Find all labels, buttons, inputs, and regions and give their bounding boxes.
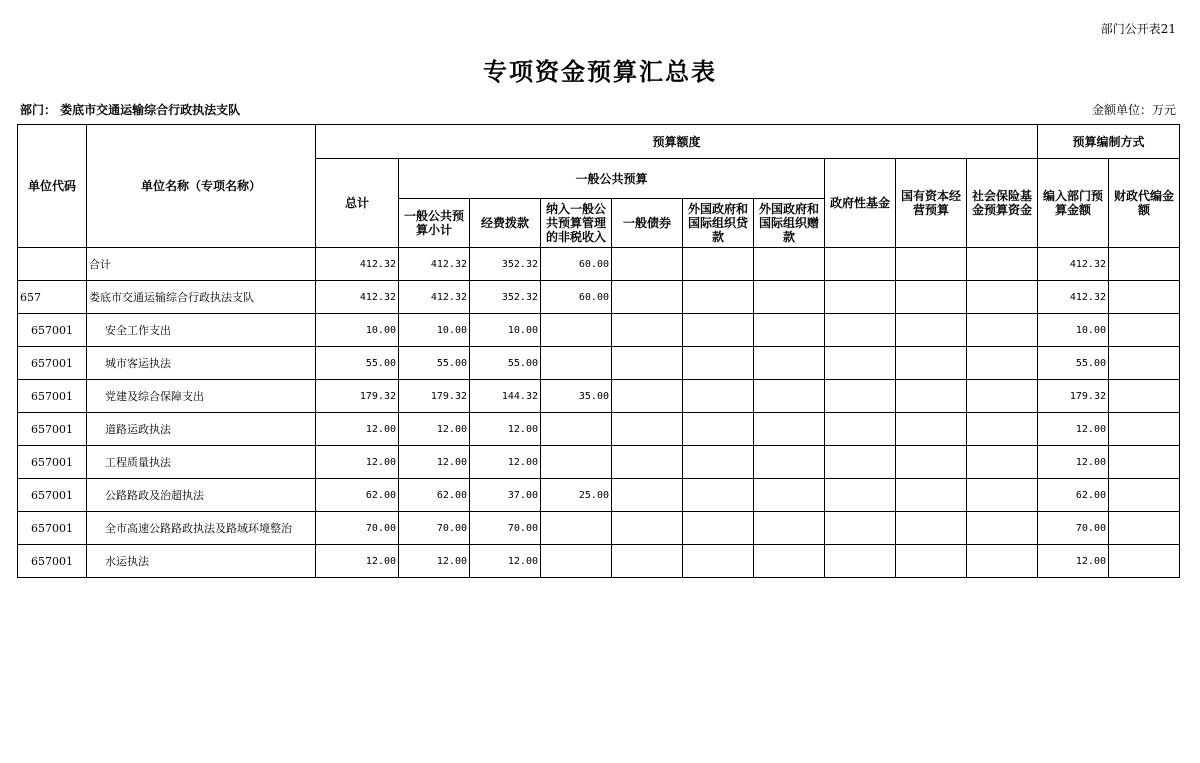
cell-name: 公路路政及治超执法 <box>87 479 316 512</box>
cell-non-tax: 60.00 <box>541 281 612 314</box>
cell-total: 12.00 <box>316 413 399 446</box>
cell-total: 55.00 <box>316 347 399 380</box>
cell-gov-fund <box>825 281 896 314</box>
cell-name: 道路运政执法 <box>87 413 316 446</box>
cell-foreign-loan <box>683 314 754 347</box>
cell-gov-fund <box>825 479 896 512</box>
cell-finance-proxy <box>1109 347 1180 380</box>
cell-general-bond <box>612 281 683 314</box>
header-state-capital: 国有资本经营预算 <box>896 159 967 248</box>
header-non-tax: 纳入一般公共预算管理的非税收入 <box>541 199 612 248</box>
cell-general-bond <box>612 413 683 446</box>
cell-gp-subtotal: 412.32 <box>399 281 470 314</box>
cell-non-tax <box>541 413 612 446</box>
cell-social-insurance <box>967 347 1038 380</box>
cell-finance-proxy <box>1109 479 1180 512</box>
cell-state-capital <box>896 545 967 578</box>
cell-state-capital <box>896 380 967 413</box>
cell-social-insurance <box>967 248 1038 281</box>
cell-finance-proxy <box>1109 248 1180 281</box>
cell-gp-subtotal: 55.00 <box>399 347 470 380</box>
table-row <box>18 446 1180 479</box>
cell-gp-subtotal: 12.00 <box>399 446 470 479</box>
cell-finance-proxy <box>1109 512 1180 545</box>
cell-gov-fund <box>825 446 896 479</box>
header-funding: 经费拨款 <box>470 199 541 248</box>
cell-foreign-loan <box>683 545 754 578</box>
cell-non-tax <box>541 314 612 347</box>
cell-code: 657001 <box>18 446 87 479</box>
cell-gp-subtotal: 10.00 <box>399 314 470 347</box>
cell-code: 657001 <box>18 413 87 446</box>
cell-general-bond <box>612 512 683 545</box>
cell-funding: 70.00 <box>470 512 541 545</box>
cell-non-tax <box>541 347 612 380</box>
cell-finance-proxy <box>1109 413 1180 446</box>
cell-gov-fund <box>825 380 896 413</box>
header-general-public-budget: 一般公共预算 <box>399 159 825 199</box>
cell-dept-budget: 55.00 <box>1038 347 1109 380</box>
cell-total: 12.00 <box>316 545 399 578</box>
cell-general-bond <box>612 545 683 578</box>
cell-name: 党建及综合保障支出 <box>87 380 316 413</box>
cell-gp-subtotal: 412.32 <box>399 248 470 281</box>
cell-gp-subtotal: 179.32 <box>399 380 470 413</box>
cell-gp-subtotal: 70.00 <box>399 512 470 545</box>
cell-foreign-grant <box>754 446 825 479</box>
cell-gov-fund <box>825 545 896 578</box>
cell-total: 70.00 <box>316 512 399 545</box>
cell-general-bond <box>612 347 683 380</box>
header-total: 总计 <box>316 159 399 248</box>
header-foreign-loan: 外国政府和国际组织贷款 <box>683 199 754 248</box>
cell-foreign-grant <box>754 248 825 281</box>
table-row <box>18 248 1180 281</box>
cell-name: 工程质量执法 <box>87 446 316 479</box>
cell-code: 657001 <box>18 545 87 578</box>
cell-total: 179.32 <box>316 380 399 413</box>
cell-funding: 12.00 <box>470 413 541 446</box>
department-label: 部门： 娄底市交通运输综合行政执法支队 <box>20 103 241 117</box>
cell-dept-budget: 12.00 <box>1038 413 1109 446</box>
cell-name: 安全工作支出 <box>87 314 316 347</box>
header-gov-fund: 政府性基金 <box>825 159 896 248</box>
cell-code: 657 <box>18 281 87 314</box>
header-general-bond: 一般债券 <box>612 199 683 248</box>
cell-non-tax <box>541 512 612 545</box>
cell-name: 合计 <box>87 248 316 281</box>
cell-state-capital <box>896 479 967 512</box>
table-row <box>18 281 1180 314</box>
cell-code: 657001 <box>18 380 87 413</box>
cell-general-bond <box>612 380 683 413</box>
cell-total: 412.32 <box>316 281 399 314</box>
cell-name: 全市高速公路路政执法及路域环境整治 <box>87 512 316 545</box>
cell-general-bond <box>612 446 683 479</box>
cell-funding: 12.00 <box>470 545 541 578</box>
form-number: 部门公开表21 <box>1100 22 1176 36</box>
cell-finance-proxy <box>1109 281 1180 314</box>
cell-foreign-loan <box>683 512 754 545</box>
cell-state-capital <box>896 512 967 545</box>
cell-foreign-grant <box>754 314 825 347</box>
cell-dept-budget: 62.00 <box>1038 479 1109 512</box>
cell-foreign-grant <box>754 281 825 314</box>
cell-dept-budget: 412.32 <box>1038 281 1109 314</box>
cell-finance-proxy <box>1109 545 1180 578</box>
cell-code: 657001 <box>18 314 87 347</box>
cell-foreign-grant <box>754 479 825 512</box>
cell-gov-fund <box>825 248 896 281</box>
cell-finance-proxy <box>1109 380 1180 413</box>
cell-social-insurance <box>967 545 1038 578</box>
header-budget-method: 预算编制方式 <box>1038 125 1180 159</box>
cell-foreign-grant <box>754 380 825 413</box>
cell-state-capital <box>896 446 967 479</box>
cell-foreign-grant <box>754 512 825 545</box>
cell-foreign-loan <box>683 446 754 479</box>
cell-dept-budget: 70.00 <box>1038 512 1109 545</box>
cell-funding: 10.00 <box>470 314 541 347</box>
cell-total: 12.00 <box>316 446 399 479</box>
cell-dept-budget: 12.00 <box>1038 446 1109 479</box>
cell-state-capital <box>896 413 967 446</box>
cell-foreign-loan <box>683 281 754 314</box>
cell-non-tax: 60.00 <box>541 248 612 281</box>
header-finance-proxy: 财政代编金额 <box>1109 159 1180 248</box>
cell-foreign-grant <box>754 545 825 578</box>
cell-non-tax: 35.00 <box>541 380 612 413</box>
table-row <box>18 380 1180 413</box>
cell-finance-proxy <box>1109 446 1180 479</box>
amount-unit-label: 金额单位：万元 <box>1091 103 1176 117</box>
cell-gp-subtotal: 12.00 <box>399 413 470 446</box>
cell-total: 412.32 <box>316 248 399 281</box>
cell-dept-budget: 412.32 <box>1038 248 1109 281</box>
cell-gp-subtotal: 62.00 <box>399 479 470 512</box>
cell-state-capital <box>896 347 967 380</box>
cell-total: 10.00 <box>316 314 399 347</box>
cell-social-insurance <box>967 281 1038 314</box>
header-budget-amount: 预算额度 <box>316 125 1038 159</box>
table-row <box>18 512 1180 545</box>
cell-gov-fund <box>825 314 896 347</box>
cell-gov-fund <box>825 413 896 446</box>
cell-foreign-loan <box>683 380 754 413</box>
cell-funding: 12.00 <box>470 446 541 479</box>
cell-finance-proxy <box>1109 314 1180 347</box>
page-title: 专项资金预算汇总表 <box>483 57 717 86</box>
header-social-insurance: 社会保险基金预算资金 <box>967 159 1038 248</box>
cell-non-tax <box>541 545 612 578</box>
cell-gp-subtotal: 12.00 <box>399 545 470 578</box>
cell-funding: 55.00 <box>470 347 541 380</box>
cell-gov-fund <box>825 347 896 380</box>
cell-general-bond <box>612 314 683 347</box>
budget-table <box>17 124 1180 578</box>
cell-name: 城市客运执法 <box>87 347 316 380</box>
cell-non-tax <box>541 446 612 479</box>
cell-funding: 144.32 <box>470 380 541 413</box>
cell-social-insurance <box>967 479 1038 512</box>
cell-foreign-loan <box>683 479 754 512</box>
header-unit-name: 单位名称（专项名称） <box>87 125 316 248</box>
cell-foreign-grant <box>754 413 825 446</box>
cell-dept-budget: 10.00 <box>1038 314 1109 347</box>
cell-foreign-grant <box>754 347 825 380</box>
cell-dept-budget: 179.32 <box>1038 380 1109 413</box>
cell-social-insurance <box>967 446 1038 479</box>
cell-dept-budget: 12.00 <box>1038 545 1109 578</box>
table-row <box>18 479 1180 512</box>
cell-foreign-loan <box>683 248 754 281</box>
cell-social-insurance <box>967 380 1038 413</box>
cell-state-capital <box>896 314 967 347</box>
cell-foreign-loan <box>683 413 754 446</box>
header-foreign-grant: 外国政府和国际组织赠款 <box>754 199 825 248</box>
cell-funding: 37.00 <box>470 479 541 512</box>
cell-code: 657001 <box>18 347 87 380</box>
cell-state-capital <box>896 281 967 314</box>
table-row <box>18 545 1180 578</box>
table-row <box>18 314 1180 347</box>
table-row <box>18 347 1180 380</box>
cell-social-insurance <box>967 314 1038 347</box>
cell-social-insurance <box>967 512 1038 545</box>
cell-funding: 352.32 <box>470 281 541 314</box>
table-row <box>18 413 1180 446</box>
cell-state-capital <box>896 248 967 281</box>
cell-non-tax: 25.00 <box>541 479 612 512</box>
cell-total: 62.00 <box>316 479 399 512</box>
cell-foreign-loan <box>683 347 754 380</box>
header-dept-budget: 编入部门预算金额 <box>1038 159 1109 248</box>
cell-code: 657001 <box>18 512 87 545</box>
cell-funding: 352.32 <box>470 248 541 281</box>
cell-general-bond <box>612 479 683 512</box>
header-unit-code: 单位代码 <box>18 125 87 248</box>
cell-gov-fund <box>825 512 896 545</box>
cell-code: 657001 <box>18 479 87 512</box>
cell-code <box>18 248 87 281</box>
cell-general-bond <box>612 248 683 281</box>
header-gp-subtotal: 一般公共预算小计 <box>399 199 470 248</box>
cell-name: 娄底市交通运输综合行政执法支队 <box>87 281 316 314</box>
cell-social-insurance <box>967 413 1038 446</box>
cell-name: 水运执法 <box>87 545 316 578</box>
